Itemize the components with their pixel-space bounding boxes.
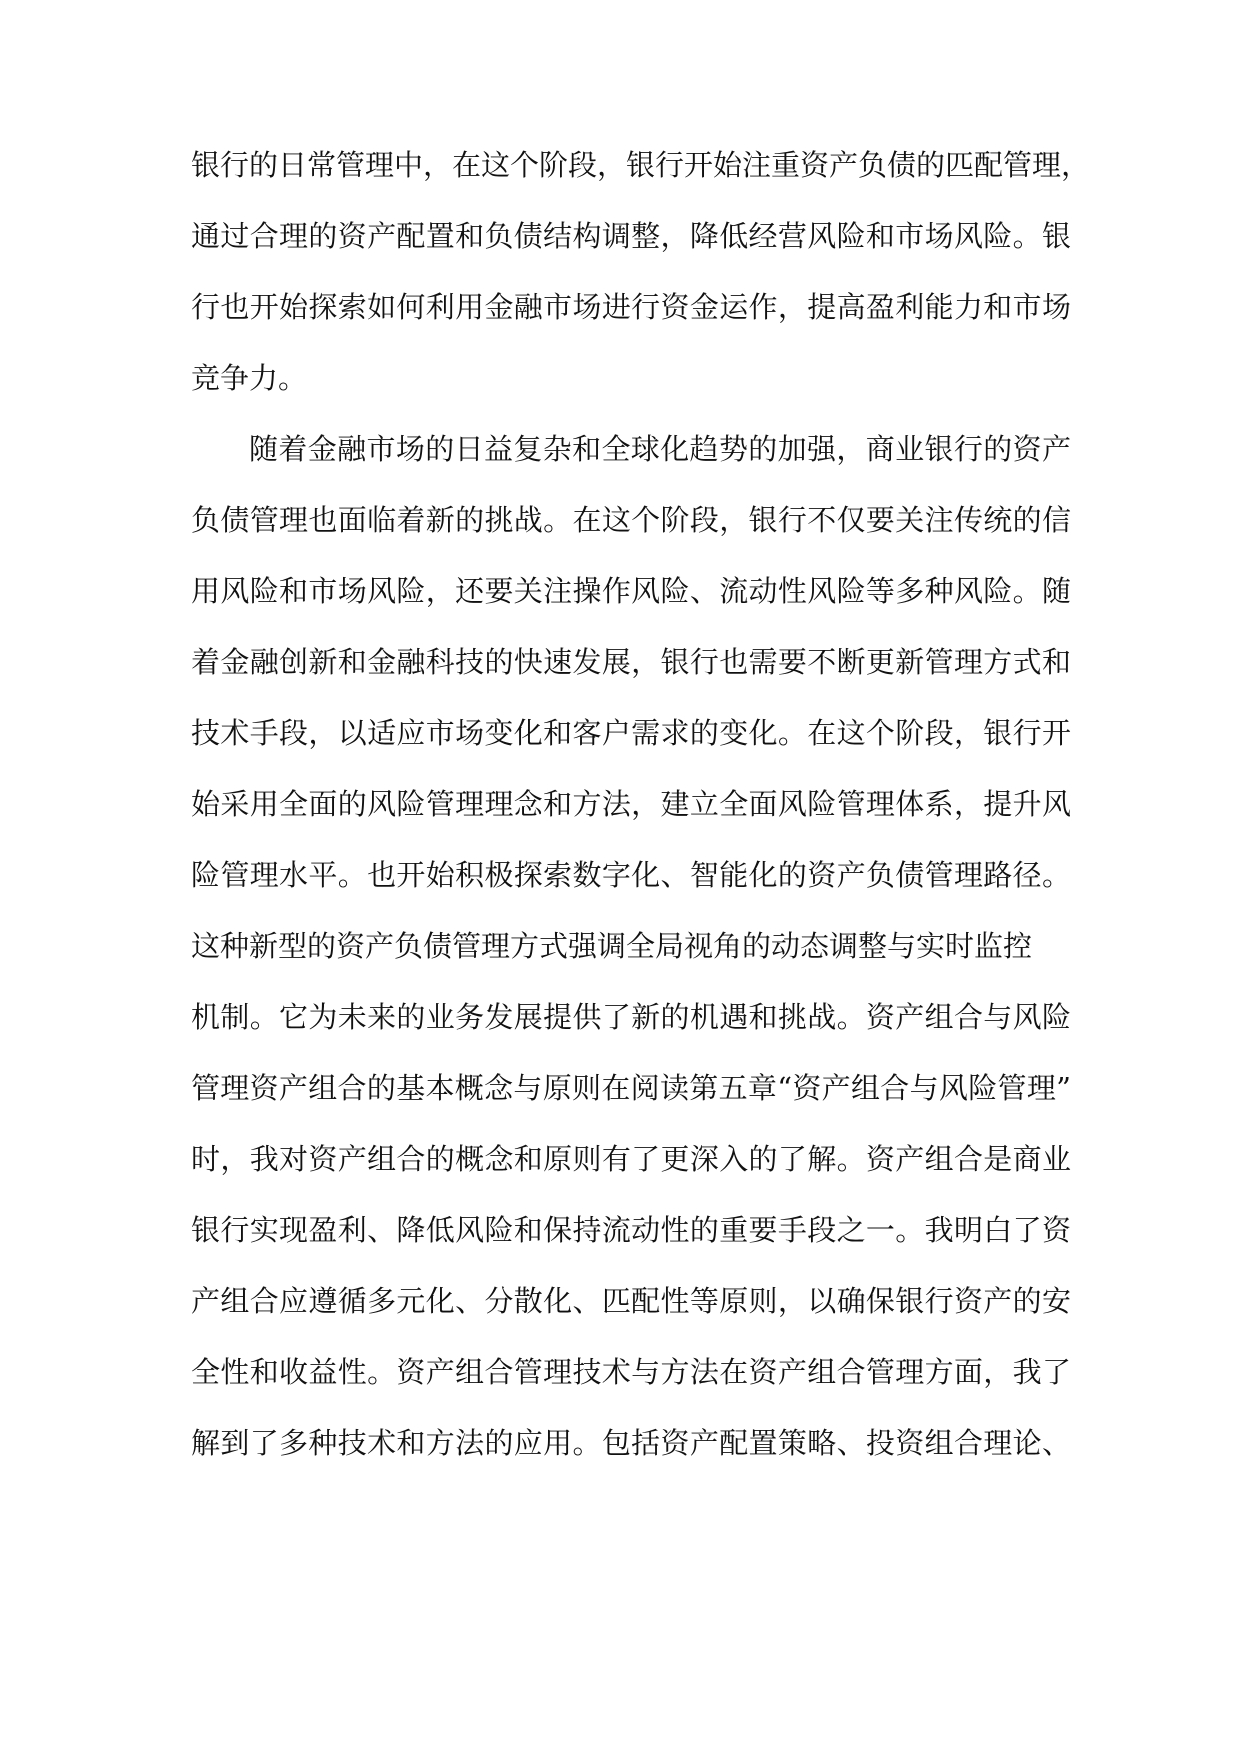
text-line: 机制。它为未来的业务发展提供了新的机遇和挑战。资产组合与风险 [191, 1000, 1071, 1034]
text-line: 行也开始探索如何利用金融市场进行资金运作，提高盈利能力和市场 [191, 290, 1071, 324]
text-line: 这种新型的资产负债管理方式强调全局视角的动态调整与实时监控 [191, 929, 1033, 963]
body-text [191, 130, 1091, 1479]
text-line: 时，我对资产组合的概念和原则有了更深入的了解。资产组合是商业 [191, 1142, 1071, 1176]
text-line: 全性和收益性。资产组合管理技术与方法在资产组合管理方面，我了 [191, 1355, 1071, 1389]
text-line: 解到了多种技术和方法的应用。包括资产配置策略、投资组合理论、 [191, 1426, 1071, 1460]
text-line: 着金融创新和金融科技的快速发展，银行也需要不断更新管理方式和 [191, 645, 1071, 679]
text-line: 险管理水平。也开始积极探索数字化、智能化的资产负债管理路径。 [191, 858, 1071, 892]
text-line: 银行实现盈利、降低风险和保持流动性的重要手段之一。我明白了资 [191, 1213, 1071, 1247]
text-line: 通过合理的资产配置和负债结构调整，降低经营风险和市场风险。银 [191, 219, 1071, 253]
text-line: 竞争力。 [191, 361, 308, 395]
text-line: 随着金融市场的日益复杂和全球化趋势的加强，商业银行的资产 [249, 432, 1071, 466]
text-line: 管理资产组合的基本概念与原则在阅读第五章“资产组合与风险管理” [191, 1071, 1071, 1105]
text-line: 负债管理也面临着新的挑战。在这个阶段，银行不仅要关注传统的信 [191, 503, 1071, 537]
text-line: 用风险和市场风险，还要关注操作风险、流动性风险等多种风险。随 [191, 574, 1071, 608]
text-line: 产组合应遵循多元化、分散化、匹配性等原则，以确保银行资产的安 [191, 1284, 1071, 1318]
text-line: 始采用全面的风险管理理念和方法，建立全面风险管理体系，提升风 [191, 787, 1071, 821]
text-line: 技术手段，以适应市场变化和客户需求的变化。在这个阶段，银行开 [191, 716, 1071, 750]
text-line: 银行的日常管理中，在这个阶段，银行开始注重资产负债的匹配管理， [191, 148, 1091, 182]
